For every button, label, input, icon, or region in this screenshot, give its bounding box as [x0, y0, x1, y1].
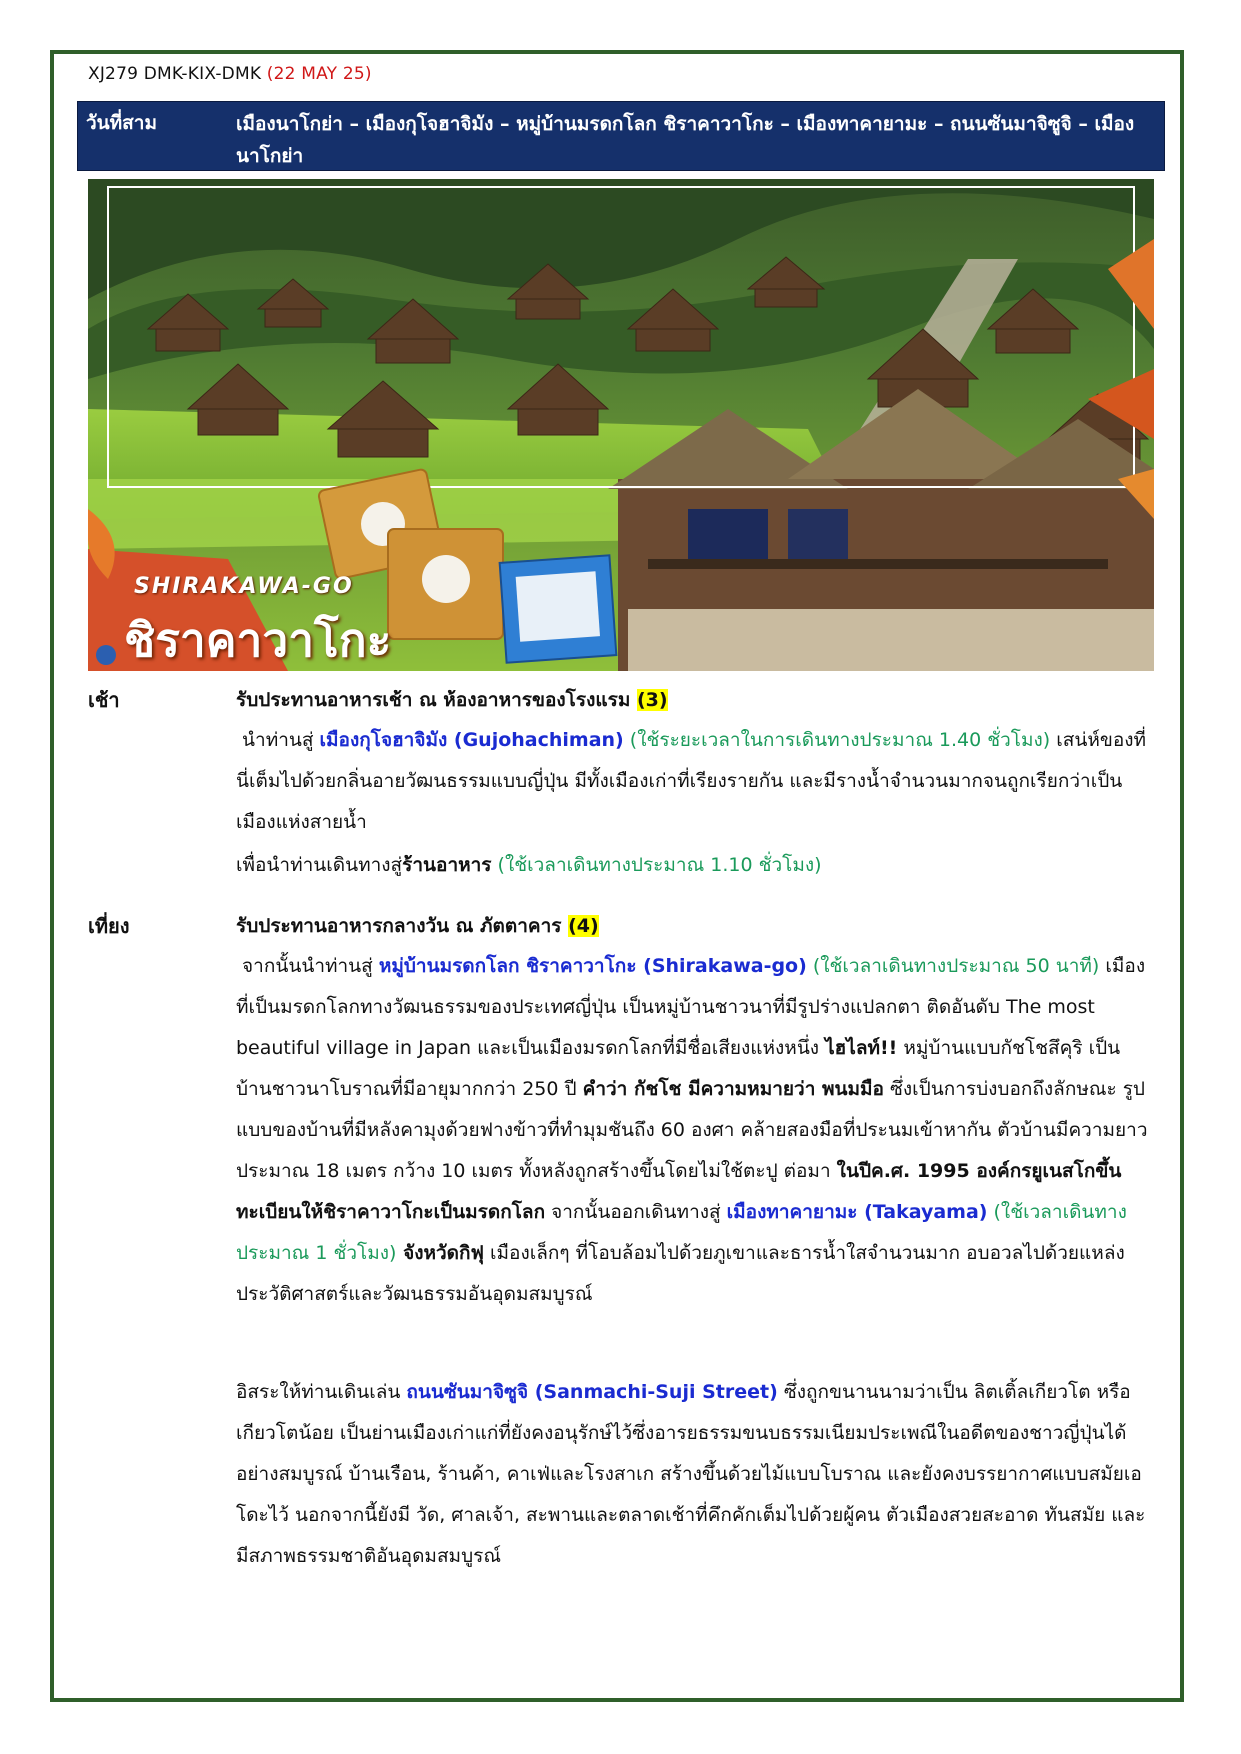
place-takayama: เมืองทาคายามะ (Takayama): [726, 1201, 988, 1223]
text-span: จากนั้นออกเดินทางสู่: [545, 1201, 727, 1223]
travel-time: (ใช้ระยะเวลาในการเดินทางประมาณ 1.40 ชั่วโมง): [623, 729, 1051, 751]
place-sanmachi-suji: ถนนซันมาจิซูจิ (Sanmachi-Suji Street): [406, 1381, 778, 1403]
place-gujohachiman: เมืองกุโจฮาจิมัง (Gujohachiman): [319, 729, 624, 751]
text-span: อิสระให้ท่านเดินเล่น: [236, 1381, 407, 1403]
text-span: จากนั้นนำท่านสู่: [242, 955, 379, 977]
travel-time: (ใช้เวลาเดินทางประมาณ 50 นาที): [806, 955, 1100, 977]
sanmachi-paragraph: [236, 1372, 1154, 1577]
lunch-line: [236, 906, 1154, 947]
text-span: หมู่บ้านแบบกัชโชสึคุริ เป็นบ้านชาวนาโบราณที่มีอายุมากกว่า 250 ปี: [236, 1037, 1121, 1100]
lunch-text: รับประทานอาหารกลางวัน ณ ภัตตาคาร: [236, 915, 562, 937]
breakfast-line: [236, 680, 1154, 721]
lunch-meal-number: (4): [568, 915, 599, 937]
text-span: เสน่ห์ของที่นี่เต็มไปด้วยกลิ่นอายวัฒนธรรมแบบญี่ปุ่น มีทั้งเมืองเก่าที่เรียงรายกัน และมีรางน้ำจำนวนมากจนถูกเรียกว่าเป็นเมืองแห่งสายน้ำ: [236, 729, 1147, 833]
restaurant-paragraph: [236, 845, 1154, 886]
text-span: เมืองที่เป็นมรดกโลกทางวัฒนธรรมของประเทศญี่ปุ่น เป็นหมู่บ้านชาวนาที่มีรูปร่างแปลกตา ติดอันดับ The most beautiful village in Japan และเป็นเมืองมรดกโลกที่มีชื่อเสียงแห่งหนึ่ง: [236, 955, 1146, 1059]
place-shirakawago: หมู่บ้านมรดกโลก ชิราคาวาโกะ (Shirakawa-go): [378, 955, 807, 977]
day-title: เมืองนาโกย่า – เมืองกุโจฮาจิมัง – หมู่บ้านมรดกโลก ชิราคาวาโกะ – เมืองทาคายามะ – ถนนซันมาจิซูจิ – เมืองนาโกย่า: [236, 113, 1135, 167]
gujohachiman-paragraph: [236, 720, 1154, 843]
breakfast-meal-number: (3): [636, 689, 668, 711]
day-label: วันที่สาม: [86, 112, 157, 134]
flight-code: XJ279 DMK-KIX-DMK: [88, 64, 262, 84]
gifu-bold: จังหวัดกิฟุ: [396, 1242, 484, 1264]
text-span: ซึ่งถูกขนานนามว่าเป็น ลิตเติ้ลเกียวโต หรือ เกียวโตน้อย เป็นย่านเมืองเก่าแก่ที่ยังคงอนุรักษ์ไว้ซึ่งอารยธรรมขนบธรรมเนียมประเพณีในอดีตของชาวญี่ปุ่นได้อย่างสมบูรณ์ บ้านเรือน, ร้านค้า, คาเฟ่และโรงสาเก สร้างขึ้นด้วยไม้แบบโบราณ และยังคงบรรยากาศแบบสมัยเอโดะไว้ นอกจากนี้ยังมี วัด, ศาลเจ้า, สะพานและตลาดเช้าที่คึกคักเต็มไปด้วยผู้คน ตัวเมืองสวยสะอาด ทันสมัย และมีสภาพธรรมชาติอันอุดมสมบูรณ์: [236, 1381, 1146, 1567]
restaurant-bold: ร้านอาหาร: [402, 854, 492, 876]
banner-logo-thai: ชิราคาวาโกะ: [124, 613, 392, 667]
travel-time: (ใช้เวลาเดินทางประมาณ 1 ชั่วโมง): [236, 1201, 1127, 1264]
morning-label: เช้า: [88, 688, 120, 712]
highlight-bold: ไฮไลท์!!: [825, 1037, 898, 1059]
noon-label: เที่ยง: [88, 914, 130, 938]
text-span: ซึ่งเป็นการบ่งบอกถึงลักษณะ รูปแบบของบ้านที่มีหลังคามุงด้วยฟางข้าวที่ทำมุมชันถึง 60 องศา คล้ายสองมือที่ประนมเข้าหากัน ตัวบ้านมีความยาวประมาณ 18 เมตร กว้าง 10 เมตร ทั้งหลังถูกสร้างขึ้นโดยไม่ใช้ตะปู ต่อมา: [236, 1078, 1148, 1182]
flight-date: (22 MAY 25): [266, 64, 372, 84]
flight-info: [88, 64, 372, 84]
text-span: เพื่อนำท่านเดินทางสู่: [236, 854, 403, 876]
travel-time: (ใช้เวลาเดินทางประมาณ 1.10 ชั่วโมง): [491, 854, 822, 876]
text-span: เมืองเล็กๆ ที่โอบล้อมไปด้วยภูเขาและธารน้ำใสจำนวนมาก อบอวลไปด้วยแหล่งประวัติศาสตร์และวัฒนธรรมอันอุดมสมบูรณ์: [236, 1242, 1125, 1305]
shirakawago-banner-image: [88, 179, 1154, 671]
breakfast-text: รับประทานอาหารเช้า ณ ห้องอาหารของโรงแรม: [236, 689, 631, 711]
banner-logo-english: SHIRAKAWA-GO: [134, 574, 354, 599]
shirakawago-paragraph: [236, 946, 1154, 1315]
text-span: นำท่านสู่: [242, 729, 320, 751]
day-header-bar: [77, 101, 1165, 171]
gassho-meaning-bold: คำว่า กัชโช มีความหมายว่า พนมมือ: [582, 1078, 884, 1100]
unesco-bold: ในปีค.ศ. 1995 องค์กรยูเนสโกขึ้นทะเบียนให้ชิราคาวาโกะเป็นมรดกโลก: [236, 1160, 1122, 1223]
